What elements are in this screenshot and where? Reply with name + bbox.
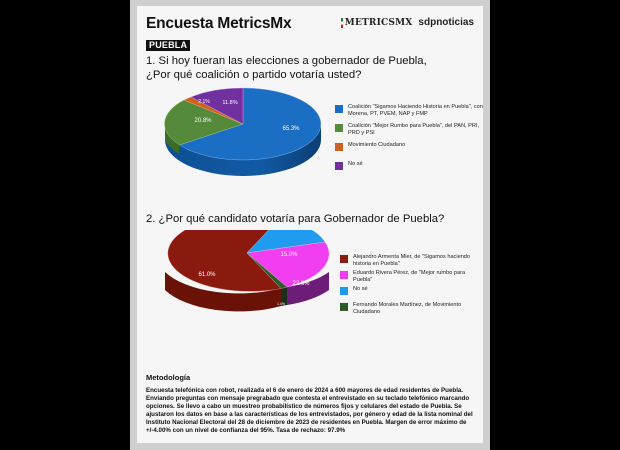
swatch-cyan <box>340 287 348 295</box>
poster-frame <box>130 0 490 450</box>
legend-coalition <box>335 104 483 180</box>
label-red: 61.0% <box>198 272 216 278</box>
legend-item <box>335 161 483 175</box>
legend-item <box>340 270 483 284</box>
swatch-magenta <box>340 271 348 279</box>
legend-label: No sé <box>348 161 363 167</box>
legend-item <box>335 123 483 137</box>
flag-icon <box>341 18 343 28</box>
legend-item <box>340 254 483 268</box>
legend-label: Coalición "Mejor Rumbo para Puebla", del PAN, PRI, PRD y PSI <box>348 123 480 136</box>
label-magenta: 22.6% <box>292 281 310 287</box>
legend-label: Alejandro Armenta Mier, de "Sigamos haciendo historia en Puebla" <box>353 254 471 267</box>
question-1-line-1: 1. Si hoy fueran las elecciones a gobernador de Puebla, <box>146 55 427 67</box>
question-2-title: 2. ¿Por qué candidato votaría para Gobernador de Puebla? <box>146 213 445 225</box>
swatch-orange <box>335 143 343 151</box>
metricsmx-logo-text: METRICSMX <box>344 17 413 28</box>
swatch-red <box>340 255 348 263</box>
legend-label: Fernando Morales Martínez, de Movimiento Ciudadano <box>353 302 462 315</box>
label-cyan: 15.0% <box>280 252 298 258</box>
legend-item <box>335 142 483 156</box>
question-1-line-2: ¿Por qué coalición o partido votaría usted? <box>146 69 362 81</box>
legend-label: Movimiento Ciudadano <box>348 142 406 148</box>
pie-chart-candidate <box>163 230 333 330</box>
legend-item <box>340 286 483 300</box>
label-orange: 2.1% <box>198 99 210 105</box>
methodology-title: Metodología <box>146 373 191 382</box>
label-green: 20.8% <box>194 118 212 124</box>
legend-candidate <box>340 254 483 318</box>
metricsmx-logo <box>341 18 413 28</box>
survey-card <box>137 6 483 443</box>
swatch-green <box>335 124 343 132</box>
swatch-dark-green <box>340 303 348 311</box>
legend-label: No sé <box>353 286 368 292</box>
pie-chart-coalition <box>163 84 323 176</box>
label-blue: 65.3% <box>282 126 300 132</box>
swatch-blue <box>335 105 343 113</box>
legend-item <box>335 104 483 118</box>
swatch-purple <box>335 162 343 170</box>
label-purple: 11.8% <box>222 100 238 106</box>
question-1-title <box>146 54 476 82</box>
legend-label: Eduardo Rivera Pérez, de "Mejor rumbo para Puebla" <box>353 270 466 283</box>
state-tag: PUEBLA <box>146 40 190 51</box>
legend-item <box>340 302 483 316</box>
legend-label: Coalición "Sigamos Haciendo Historia en Puebla", con Morena, PT, PVEM, NAP y FMP <box>348 104 483 117</box>
methodology-text: Encuesta telefónica con robot, realizada el 6 de enero de 2024 a 600 mayores de edad residentes de Puebla. Enviando preguntas con mensaje pregrabado que contesta el entrevistado en su teclado telefónico marcando opciones. Se llevo a cabo un muestreo probabilístico de números fijos y celulares del estado de Puebla. Se ajustaron los datos en base a las características de los entrevistados, por género y edad de la lista nominal del Instituto Nacional Electoral del 28 de diciembre de 2023 de residentes en Puebla. Margen de error máximo de +/-4.00% con un nivel de confianza del 95%. Tasa de rechazo: 97.9% <box>146 387 473 435</box>
label-dark: 1.4% <box>277 302 285 306</box>
survey-title: Encuesta MetricsMx <box>146 15 292 32</box>
sdpnoticias-logo: sdpnoticias <box>418 17 474 28</box>
logos <box>341 17 474 28</box>
